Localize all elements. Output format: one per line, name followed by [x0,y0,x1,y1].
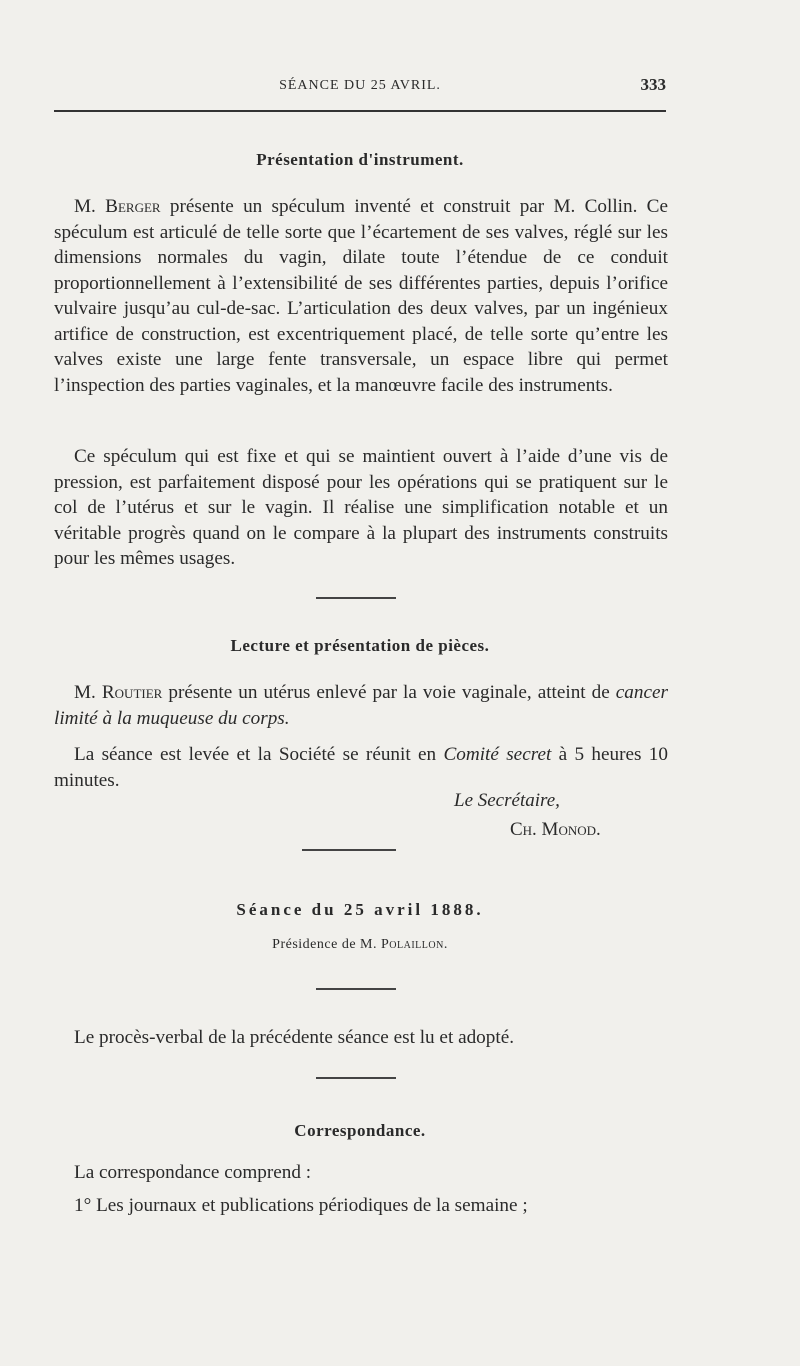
section-divider [302,849,396,851]
presidency-line: Présidence de M. Polaillon. [272,937,448,952]
section-divider [316,988,396,990]
header-rule [54,110,666,112]
section-title-correspondance: Correspondance. [294,1121,426,1140]
president-name: Polaillon. [380,937,448,952]
section-title-presentation: Présentation d'instrument. [256,150,464,169]
author-name: Berger [105,196,161,217]
signature-name: Ch. Monod. [510,819,601,840]
paragraph-speculum: Ce spéculum qui est fixe et qui se maintient ouvert à l’aide d’une vis de pression, est parfaitement disposé pour les opérations qui se pratiquent sur le col de l’utérus et sur le vagin. Il réalise une simplification notable et un véritable progrès quand on le compare à la plupart des instruments construits pour les mêmes usages. [54,446,668,569]
section-divider [316,1077,396,1079]
paragraph-berger: M. Berger présente un spéculum inventé et construit par M. Collin. Ce spéculum est articulé de telle sorte que l’écartement de ses valves, réglé sur les dimensions normales du vagin, dilate toute l’étendue de ce conduit proportionnellement à l’extensibilité de ses différentes parties, depuis l’orifice vulvaire jusqu’au cul-de-sac. L’articulation des deux valves, par un ingénieux artifice de construction, est excentriquement placé, de telle sorte qu’entre les valves existe une large fente transversale, un espace libre qui permet l’inspection des parties vaginales, et la manœuvre facile des instruments. [54,196,668,396]
session-title: Séance du 25 avril 1888. [236,900,484,919]
italic-text: Comité secret [443,744,552,765]
paragraph-seance-levee: La séance est levée et la Société se réunit en Comité secret à 5 heures 10 minutes. [54,744,668,791]
section-title-lecture: Lecture et présentation de pièces. [230,636,490,655]
signature-role: Le Secrétaire, [454,790,560,811]
author-name: Routier [101,682,163,703]
italic-text: cancer limité à la muqueuse du corps. [54,682,668,729]
page-number: 333 [640,75,666,94]
paragraph-correspondance: La correspondance comprend : [74,1162,312,1183]
running-head: SÉANCE DU 25 AVRIL. [279,78,441,93]
paragraph-journaux: 1° Les journaux et publications périodiques de la semaine ; [74,1195,528,1216]
paragraph-minutes: Le procès-verbal de la précédente séance est lu et adopté. [74,1027,515,1048]
section-divider [316,597,396,599]
paragraph-routier: M. Routier présente un utérus enlevé par la voie vaginale, atteint de cancer limité à la muqueuse du corps. [54,682,668,729]
page-header [54,75,666,102]
